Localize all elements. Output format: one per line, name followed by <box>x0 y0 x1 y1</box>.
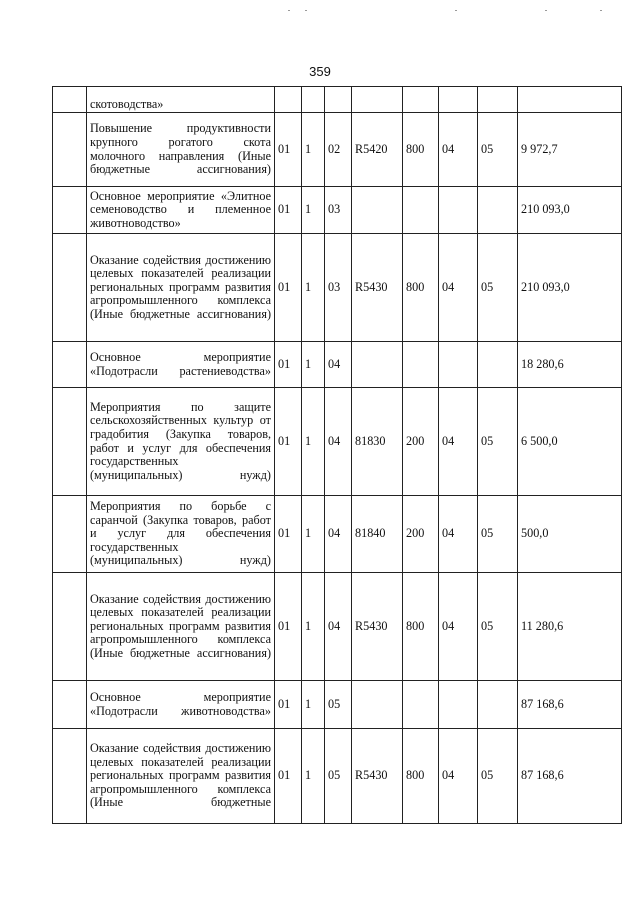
program-code-cell: 01 <box>275 496 302 573</box>
subsection-code-cell: 05 <box>478 388 518 496</box>
subprogram-code-cell <box>302 87 325 113</box>
amount-cell: 11 280,6 <box>518 573 622 681</box>
direction-code-cell <box>352 342 403 388</box>
table-row <box>53 729 622 824</box>
row-marker-cell <box>53 234 87 342</box>
section-code-cell: 04 <box>439 388 478 496</box>
subprogram-code-cell: 1 <box>302 342 325 388</box>
expense-type-cell: 800 <box>403 729 439 824</box>
main-activity-code-cell: 03 <box>325 234 352 342</box>
program-code-cell: 01 <box>275 681 302 729</box>
section-code-cell <box>439 681 478 729</box>
direction-code-cell: R5430 <box>352 234 403 342</box>
subsection-code-cell: 05 <box>478 234 518 342</box>
main-activity-code-cell: 02 <box>325 113 352 187</box>
program-code-cell <box>275 87 302 113</box>
item-name-cell: Основное мероприятие «Подотрасли животноводства» <box>87 681 275 729</box>
subprogram-code-cell: 1 <box>302 388 325 496</box>
program-code-cell: 01 <box>275 729 302 824</box>
expense-type-cell <box>403 187 439 234</box>
section-code-cell: 04 <box>439 573 478 681</box>
expense-type-cell: 200 <box>403 388 439 496</box>
direction-code-cell <box>352 681 403 729</box>
subprogram-code-cell: 1 <box>302 729 325 824</box>
amount-cell: 87 168,6 <box>518 729 622 824</box>
expense-type-cell: 800 <box>403 573 439 681</box>
main-activity-code-cell <box>325 87 352 113</box>
item-name-cell: Основное мероприятие «Элитное семеноводство и племенное животноводство» <box>87 187 275 234</box>
subprogram-code-cell: 1 <box>302 496 325 573</box>
direction-code-cell <box>352 187 403 234</box>
main-activity-code-cell: 04 <box>325 573 352 681</box>
direction-code-cell: 81840 <box>352 496 403 573</box>
expense-type-cell: 800 <box>403 234 439 342</box>
row-marker-cell <box>53 342 87 388</box>
item-name-cell: Мероприятия по борьбе с саранчой (Закупка товаров, работ и услуг для обеспечения государственных (муниципальных) нужд) <box>87 496 275 573</box>
expense-type-cell <box>403 342 439 388</box>
table-row <box>53 87 622 113</box>
subsection-code-cell <box>478 342 518 388</box>
direction-code-cell: R5420 <box>352 113 403 187</box>
item-name-cell: скотоводства» <box>87 87 275 113</box>
row-marker-cell <box>53 113 87 187</box>
section-code-cell: 04 <box>439 729 478 824</box>
subsection-code-cell: 05 <box>478 113 518 187</box>
main-activity-code-cell: 05 <box>325 729 352 824</box>
amount-cell: 18 280,6 <box>518 342 622 388</box>
row-marker-cell <box>53 388 87 496</box>
direction-code-cell: 81830 <box>352 388 403 496</box>
subsection-code-cell: 05 <box>478 573 518 681</box>
item-name-cell: Оказание содействия достижению целевых показателей реализации региональных программ развития агропромышленного комплекса (Иные бюджетные ассигнования) <box>87 573 275 681</box>
section-code-cell <box>439 342 478 388</box>
program-code-cell: 01 <box>275 388 302 496</box>
direction-code-cell: R5430 <box>352 729 403 824</box>
subsection-code-cell <box>478 187 518 234</box>
subprogram-code-cell: 1 <box>302 187 325 234</box>
program-code-cell: 01 <box>275 573 302 681</box>
subprogram-code-cell: 1 <box>302 113 325 187</box>
row-marker-cell <box>53 187 87 234</box>
section-code-cell <box>439 87 478 113</box>
item-name-cell: Мероприятия по защите сельскохозяйственных культур от градобития (Закупка товаров, работ и услуг для обеспечения государственных (муниципальных) нужд) <box>87 388 275 496</box>
scan-artifact <box>305 10 307 11</box>
subsection-code-cell <box>478 87 518 113</box>
main-activity-code-cell: 04 <box>325 496 352 573</box>
amount-cell: 210 093,0 <box>518 234 622 342</box>
scan-artifact <box>288 10 290 11</box>
main-activity-code-cell: 03 <box>325 187 352 234</box>
item-name-cell: Основное мероприятие «Подотрасли растениеводства» <box>87 342 275 388</box>
main-activity-code-cell: 04 <box>325 342 352 388</box>
program-code-cell: 01 <box>275 113 302 187</box>
table-row <box>53 113 622 187</box>
row-marker-cell <box>53 681 87 729</box>
item-name-cell: Оказание содействия достижению целевых показателей реализации региональных программ развития агропромышленного комплекса (Иные бюджетные ассигнования) <box>87 234 275 342</box>
section-code-cell: 04 <box>439 113 478 187</box>
expense-type-cell <box>403 681 439 729</box>
direction-code-cell <box>352 87 403 113</box>
item-name-cell: Повышение продуктивности крупного рогатого скота молочного направления (Иные бюджетные ассигнования) <box>87 113 275 187</box>
row-marker-cell <box>53 573 87 681</box>
section-code-cell <box>439 187 478 234</box>
amount-cell <box>518 87 622 113</box>
scan-artifact <box>600 10 602 11</box>
amount-cell: 500,0 <box>518 496 622 573</box>
row-marker-cell <box>53 87 87 113</box>
subprogram-code-cell: 1 <box>302 681 325 729</box>
row-marker-cell <box>53 496 87 573</box>
amount-cell: 210 093,0 <box>518 187 622 234</box>
program-code-cell: 01 <box>275 234 302 342</box>
table-row <box>53 234 622 342</box>
scan-artifact <box>455 10 457 11</box>
main-activity-code-cell: 05 <box>325 681 352 729</box>
section-code-cell: 04 <box>439 496 478 573</box>
program-code-cell: 01 <box>275 342 302 388</box>
table-row <box>53 681 622 729</box>
amount-cell: 9 972,7 <box>518 113 622 187</box>
main-activity-code-cell: 04 <box>325 388 352 496</box>
amount-cell: 6 500,0 <box>518 388 622 496</box>
item-name-cell: Оказание содействия достижению целевых показателей реализации региональных программ развития агропромышленного комплекса (Иные бюджетные <box>87 729 275 824</box>
row-marker-cell <box>53 729 87 824</box>
expense-type-cell <box>403 87 439 113</box>
subsection-code-cell <box>478 681 518 729</box>
subsection-code-cell: 05 <box>478 729 518 824</box>
table-row <box>53 342 622 388</box>
expense-type-cell: 200 <box>403 496 439 573</box>
program-code-cell: 01 <box>275 187 302 234</box>
budget-table <box>52 86 622 824</box>
subsection-code-cell: 05 <box>478 496 518 573</box>
subprogram-code-cell: 1 <box>302 573 325 681</box>
page-number: 359 <box>309 64 331 79</box>
expense-type-cell: 800 <box>403 113 439 187</box>
table-row <box>53 388 622 496</box>
amount-cell: 87 168,6 <box>518 681 622 729</box>
table-row <box>53 496 622 573</box>
table-row <box>53 187 622 234</box>
table-row <box>53 573 622 681</box>
direction-code-cell: R5430 <box>352 573 403 681</box>
subprogram-code-cell: 1 <box>302 234 325 342</box>
scan-artifact <box>545 10 547 11</box>
section-code-cell: 04 <box>439 234 478 342</box>
